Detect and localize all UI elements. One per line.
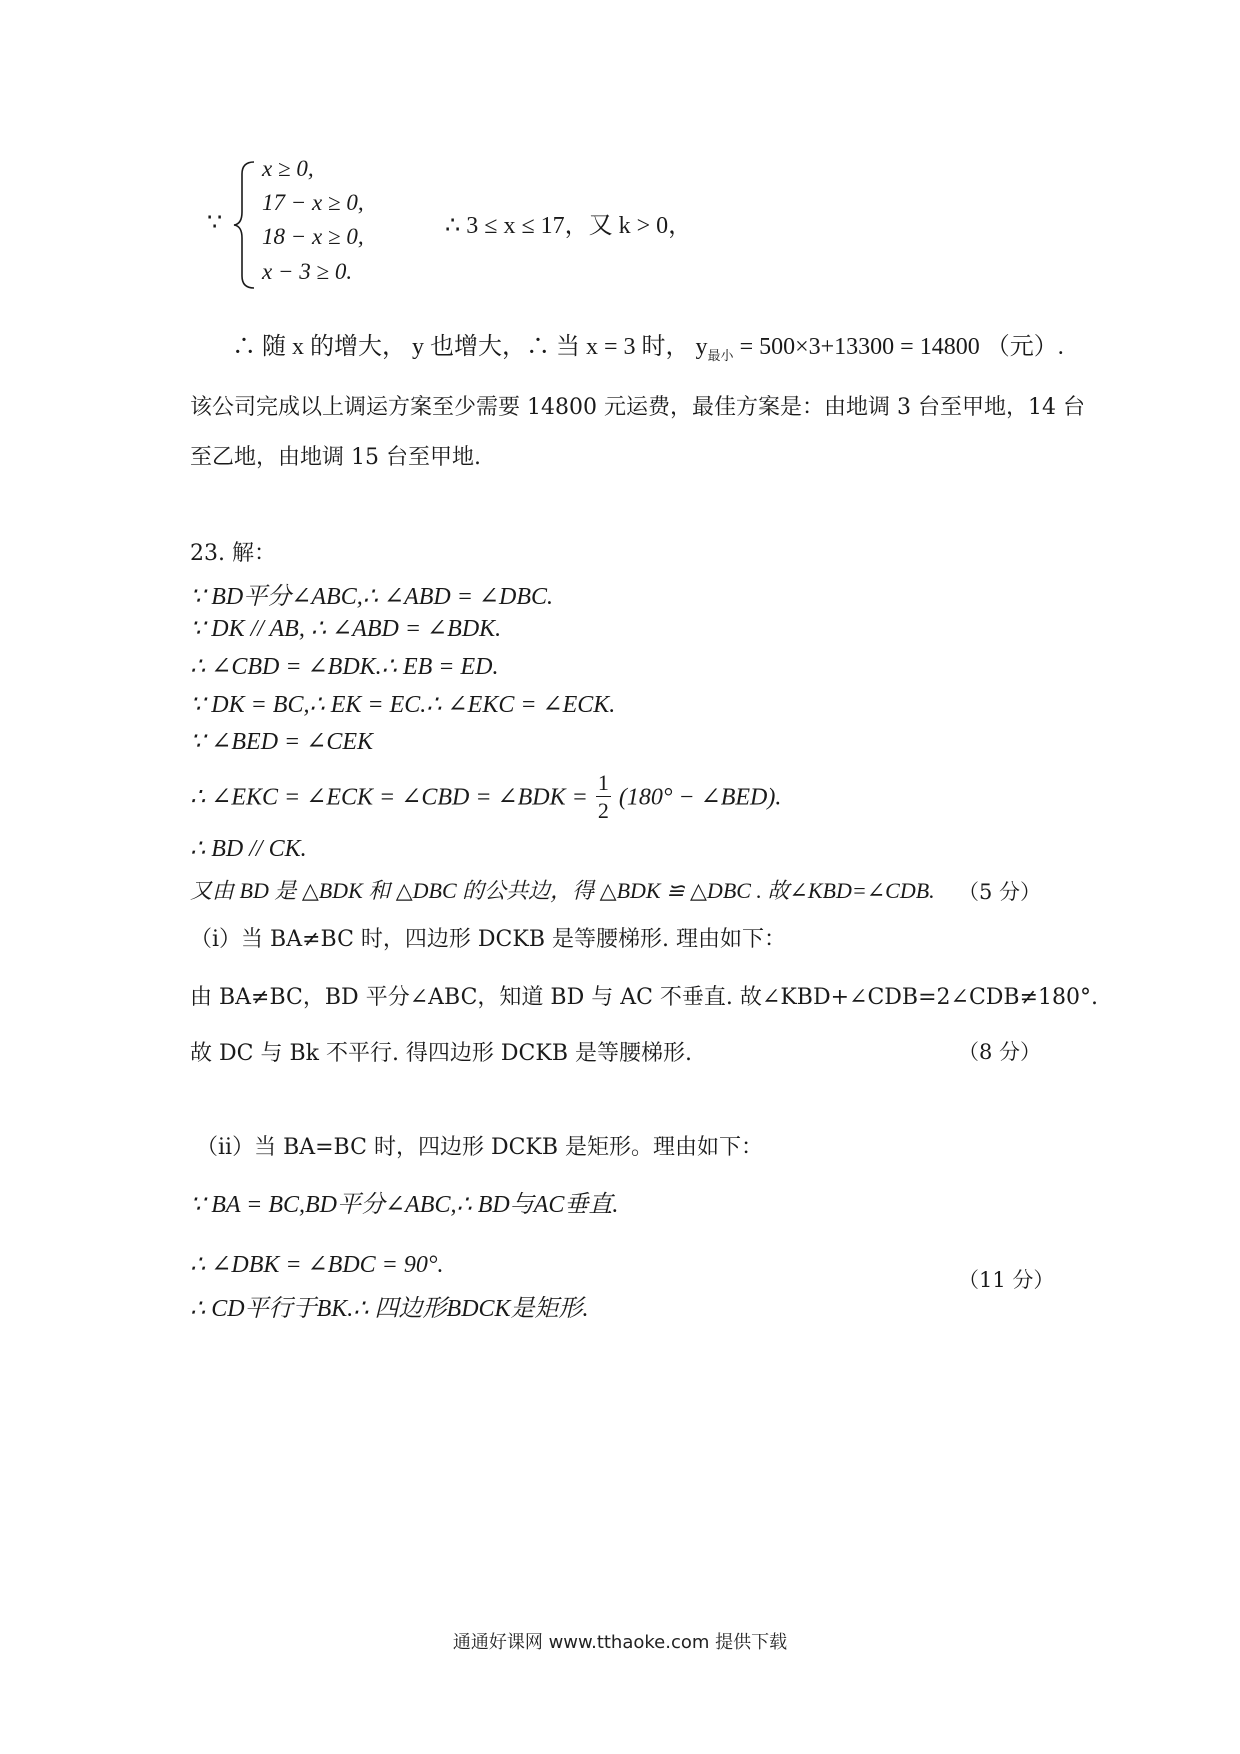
proof-line-4: ∵ DK = BC,∴ EK = EC.∴ ∠EKC = ∠ECK. [190, 692, 616, 718]
minimum-line [232, 326, 1064, 364]
case-ii-line-3: ∴ CD平行于BK.∴ 四边形BDCK是矩形. [190, 1296, 589, 1322]
system-row-3: 18 − x ≥ 0, [262, 224, 364, 249]
fraction-numerator: 1 [597, 770, 609, 795]
fraction-one-half [596, 772, 611, 822]
case-ii-line-2: ∴ ∠DBK = ∠BDC = 90°. [190, 1252, 444, 1278]
system-row-1: x ≥ 0, [262, 156, 314, 181]
common-side-line: 又由 BD 是 △BDK 和 △DBC 的公共边，得 △BDK ≌ △DBC . 故∠KBD=∠CDB. [190, 878, 935, 903]
minimum-subscript: 最小 [707, 347, 734, 363]
conclusion-line-2: 至乙地，由地调 15 台至甲地. [190, 445, 481, 470]
conclusion-line-1: 该公司完成以上调运方案至少需要 14800 元运费，最佳方案是：由地调 3 台至甲地，14 台 [190, 395, 1085, 420]
score-11: （11 分） [958, 1268, 1055, 1292]
score-5: （5 分） [958, 880, 1042, 904]
case-ii-line-1: ∵ BA = BC,BD平分∠ABC,∴ BD与AC垂直. [190, 1192, 619, 1218]
page-footer: 通通好课网 www.tthaoke.com 提供下载 [452, 1632, 788, 1653]
case-i-conclusion: 故 DC 与 Bk 不平行. 得四边形 DCKB 是等腰梯形. [190, 1041, 692, 1066]
minimum-line-value: = 500×3+13300 = 14800 （元）. [733, 334, 1064, 360]
system-result: ∴ 3 ≤ x ≤ 17，又 k > 0， [445, 213, 693, 239]
proof-line-1: ∵ BD平分∠ABC,∴ ∠ABD = ∠DBC. [190, 584, 554, 610]
inequality-system [232, 156, 362, 296]
because-symbol: ∵ [207, 210, 223, 236]
parallel-line: ∴ BD // CK. [190, 836, 307, 862]
angle-equation-left: ∴ ∠EKC = ∠ECK = ∠CBD = ∠BDK = [190, 784, 588, 811]
proof-line-2: ∵ DK // AB, ∴ ∠ABD = ∠BDK. [190, 616, 502, 642]
proof-line-3: ∴ ∠CBD = ∠BDK.∴ EB = ED. [190, 654, 499, 680]
question-23-title: 23. 解： [190, 541, 276, 566]
angle-equation-right: (180° − ∠BED). [618, 784, 782, 811]
minimum-line-text: ∴ 随 x 的增大， y 也增大，∴ 当 x = 3 时， y [232, 334, 708, 360]
case-i-heading: （i）当 BA≠BC 时，四边形 DCKB 是等腰梯形. 理由如下： [190, 927, 786, 952]
case-ii-heading: （ii）当 BA=BC 时，四边形 DCKB 是矩形。理由如下： [196, 1135, 764, 1160]
fraction-denominator: 2 [597, 798, 609, 823]
score-8: （8 分） [958, 1040, 1042, 1064]
case-i-reason: 由 BA≠BC，BD 平分∠ABC，知道 BD 与 AC 不垂直. 故∠KBD+∠CDB=2∠CDB≠180°. [190, 985, 1099, 1010]
proof-line-5: ∵ ∠BED = ∠CEK [190, 729, 374, 755]
system-row-2: 17 − x ≥ 0, [262, 190, 364, 215]
left-brace [232, 160, 262, 290]
system-row-4: x − 3 ≥ 0. [262, 259, 353, 284]
angle-equation [190, 772, 781, 822]
